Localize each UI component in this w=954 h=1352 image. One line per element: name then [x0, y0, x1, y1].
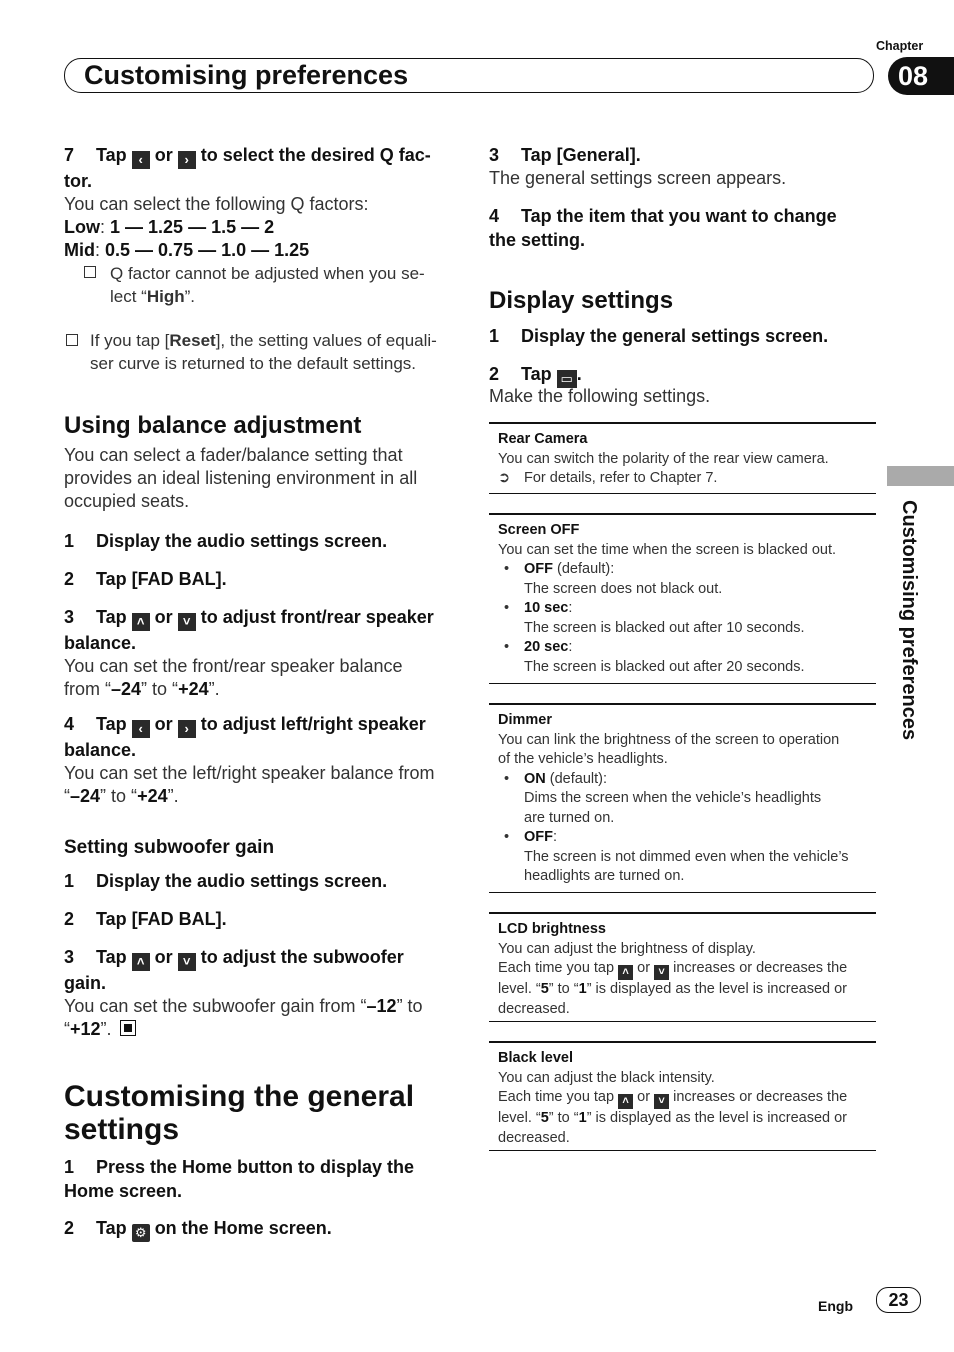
table-rule: [489, 683, 876, 684]
r-step-4: 4 Tap the item that you want to change the setting.: [489, 206, 837, 250]
balance-step-2: 2 Tap [FAD BAL].: [64, 569, 227, 589]
display-step-2-body: Make the following settings.: [489, 386, 711, 406]
balance-step-3: 3 Tap ˄ or ˅ to adjust front/rear speaker balance.: [64, 607, 434, 653]
q-note: Q factor cannot be adjusted when you se- lect “High”.: [64, 262, 454, 308]
setting-rear-camera: Rear Camera You can switch the polarity of the rear view camera. ➲ For details, refer to Chapter 7.: [498, 430, 876, 489]
arrow-up-icon[interactable]: ˄: [132, 613, 150, 631]
setting-dimmer: Dimmer You can link the brightness of the screen to operation of the vehicle’s headlights. • ON (default): Dims the screen when the vehicle’s headlights are turned on. • OFF: The screen is not dimmed even when the vehicle’s headlights are turned on.: [498, 711, 876, 887]
arrow-up-icon[interactable]: ˄: [618, 965, 633, 980]
balance-intro: You can select a fader/balance setting that provides an ideal listening environment in all occupied seats.: [64, 445, 418, 511]
setting-screen-off: Screen OFF You can set the time when the screen is blacked out. • OFF (default): The screen does not black out. • 10 sec: The screen is blacked out after 10 seconds. • 20 sec: The screen is blacked out after 20 seconds.: [498, 521, 876, 677]
balance-step-4: 4 Tap ‹ or › to adjust left/right speaker balance.: [64, 714, 426, 760]
general-step-1: 1 Press the Home button to display the Home screen.: [64, 1157, 415, 1201]
chapter-label: Chapter: [876, 39, 924, 53]
sub-step-3-body: You can set the subwoofer gain from “–12” to “+12”.: [64, 996, 423, 1039]
arrow-ref-icon: ➲: [498, 470, 511, 486]
page-title: Customising preferences: [84, 60, 409, 90]
chapter-number: 08: [898, 61, 929, 91]
table-rule: [489, 422, 876, 424]
table-rule: [489, 1021, 876, 1022]
display-icon[interactable]: ▭: [557, 370, 577, 388]
display-heading: Display settings: [489, 287, 674, 314]
side-tab-bar: [887, 466, 954, 486]
display-step-1: 1 Display the general settings screen.: [489, 326, 829, 346]
general-step-2: 2 Tap ⚙ on the Home screen.: [64, 1218, 332, 1240]
setting-black-level: Black level You can adjust the black intensity. Each time you tap ˄ or ˅ increases or decreases the level. “5” to “1” is displayed as the level is increased or decreased.: [498, 1050, 848, 1146]
r-step-3: 3 Tap [General].: [489, 145, 641, 165]
balance-step-3-body: You can set the front/rear speaker balance from “–24” to “+24”.: [64, 656, 403, 699]
q-mid: Mid: 0.5 — 0.75 — 1.0 — 1.25: [64, 240, 310, 260]
table-rule: [489, 1041, 876, 1043]
balance-step-4-body: You can set the left/right speaker balance from “–24” to “+24”.: [64, 763, 435, 806]
arrow-left-icon[interactable]: ‹: [132, 151, 150, 169]
q-intro: You can select the following Q factors:: [64, 194, 369, 214]
arrow-up-icon[interactable]: ˄: [132, 953, 150, 971]
note-checkbox-icon: [84, 266, 96, 278]
arrow-down-icon[interactable]: ˅: [654, 965, 669, 980]
balance-heading: Using balance adjustment: [64, 412, 362, 439]
end-mark-icon: [120, 1020, 136, 1036]
footer-language: Engb: [818, 1298, 853, 1314]
arrow-up-icon[interactable]: ˄: [618, 1094, 633, 1109]
table-rule: [489, 703, 876, 705]
table-rule: [489, 912, 876, 914]
step-7: 7 Tap ‹ or › to select the desired Q fac- tor.: [64, 145, 431, 191]
q-low: Low: 1 — 1.25 — 1.5 — 2: [64, 217, 275, 237]
arrow-left-icon[interactable]: ‹: [132, 720, 150, 738]
sub-step-1: 1 Display the audio settings screen.: [64, 871, 388, 891]
table-rule: [489, 1150, 876, 1151]
arrow-down-icon[interactable]: ˅: [178, 613, 196, 631]
subwoofer-heading: Setting subwoofer gain: [64, 837, 275, 858]
arrow-right-icon[interactable]: ›: [178, 151, 196, 169]
note-checkbox-icon: [66, 334, 78, 346]
table-rule: [489, 493, 876, 494]
sub-step-2: 2 Tap [FAD BAL].: [64, 909, 227, 929]
arrow-right-icon[interactable]: ›: [178, 720, 196, 738]
gear-icon[interactable]: ⚙: [132, 1224, 150, 1242]
balance-step-1: 1 Display the audio settings screen.: [64, 531, 388, 551]
page-number: 23: [888, 1290, 909, 1310]
display-step-2: 2 Tap ▭ .: [489, 364, 582, 386]
table-rule: [489, 513, 876, 515]
reset-note: If you tap [Reset], the setting values of equali- ser curve is returned to the default settings.: [64, 329, 454, 375]
arrow-down-icon[interactable]: ˅: [178, 953, 196, 971]
setting-lcd-brightness: LCD brightness You can adjust the brightness of display. Each time you tap ˄ or ˅ increases or decreases the level. “5” to “1” is displayed as the level is increased or decreased.: [498, 921, 848, 1017]
table-rule: [489, 892, 876, 893]
sub-step-3: 3 Tap ˄ or ˅ to adjust the subwoofer gain.: [64, 947, 404, 993]
general-heading: Customising the general settings: [64, 1080, 415, 1146]
r-step-3-body: The general settings screen appears.: [489, 168, 787, 188]
side-tab-label: Customising preferences: [898, 500, 920, 741]
arrow-down-icon[interactable]: ˅: [654, 1094, 669, 1109]
